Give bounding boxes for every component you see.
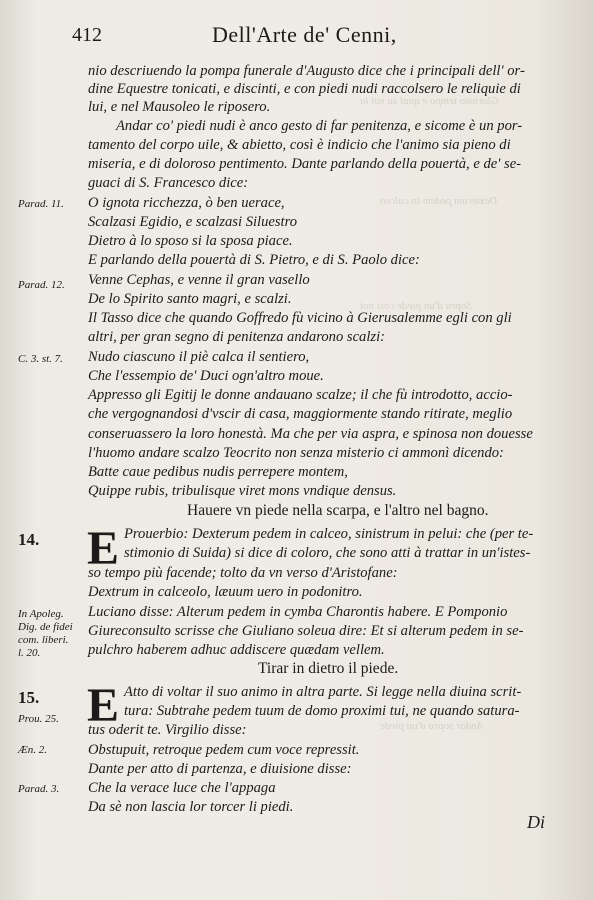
- verse-line: Dextrum in calceolo, læuum uero in podonitro.: [88, 584, 363, 600]
- text-line: Appresso gli Egitij le donne andauano scalze; il che fù introdotto, accio-: [88, 387, 513, 403]
- text-line: guaci di S. Francesco dice:: [88, 175, 249, 191]
- verse-line: Batte caue pedibus nudis perrepere montem,: [88, 464, 348, 480]
- text-line: altri, per gran segno di penitenza andarono scalzi:: [88, 329, 385, 345]
- text-line: conseruassero la loro honestà. Ma che per via aspra, e spinosa non douesse: [88, 426, 533, 442]
- catchword: Di: [527, 812, 545, 832]
- text-line: Giureconsulto scrisse che Giuliano soleua dire: Et si alterum pedem in se-: [88, 623, 524, 639]
- margin-note: Prou. 25.: [18, 713, 59, 725]
- text-line: dine Equestre tonicati, e discinti, e con piedi nudi raccolsero le reliquie di: [88, 81, 521, 97]
- margin-note: Parad. 12.: [18, 279, 65, 291]
- text-line: tus oderit te. Virgilio disse:: [88, 722, 247, 738]
- margin-note: Æn. 2.: [18, 744, 48, 756]
- margin-note: Parad. 3.: [18, 783, 60, 795]
- verse-line: Dietro à lo sposo si la sposa piace.: [88, 233, 293, 249]
- text-line: miseria, e di doloroso pentimento. Dante parlando della pouertà, e de' se-: [88, 156, 522, 172]
- show-through: Dexterum pedem in calceo: [380, 195, 498, 207]
- show-through: Sopra d'un piede cosi noi: [360, 300, 472, 312]
- text-line: tura: Subtrahe pedem tuum de domo proximi tui, ne quando satura-: [124, 703, 520, 719]
- verse-line: Che l'essempio de' Duci ogn'altro moue.: [88, 368, 324, 384]
- verse-line: Obstupuit, retroque pedem cum voce repressit.: [88, 742, 360, 758]
- margin-note: In Apoleg.: [18, 608, 64, 620]
- show-through: Glorioso tempo e qual su voi la: [360, 95, 499, 107]
- verse-line: Venne Cephas, e venne il gran vasello: [88, 272, 310, 288]
- margin-note: Parad. 11.: [18, 198, 64, 210]
- text-line: nio descriuendo la pompa funerale d'Augusto dice che i principali dell' or-: [88, 63, 525, 79]
- text-line: so tempo più facende; tolto da vn verso d'Aristofane:: [88, 565, 398, 581]
- margin-note: com. liberi.: [18, 634, 69, 646]
- drop-cap: E: [87, 522, 120, 575]
- text-line: lui, e nel Mausoleo le riposero.: [88, 99, 271, 115]
- verse-line: Nudo ciascuno il piè calca il sentiero,: [88, 349, 310, 365]
- text-line: l'huomo andare scalzo Teocrito non senza misterio ci ammonì dicendo:: [88, 445, 504, 461]
- section-heading: Tirar in dietro il piede.: [258, 660, 399, 677]
- verse-line: Da sè non lascia lor torcer li piedi.: [88, 799, 294, 815]
- section-number: 15.: [18, 688, 40, 707]
- text-line: tamento del corpo uile, & abietto, così è indicio che l'animo sia pieno di: [88, 137, 511, 153]
- text-line: che vergognandosi d'vscir di casa, maggiormente stando ritirate, meglio: [88, 406, 513, 422]
- text-line: pulchro haberem adhuc addiscere quædam vellem.: [88, 642, 385, 658]
- drop-cap: E: [87, 679, 120, 732]
- page-number: 412: [72, 24, 102, 46]
- verse-line: O ignota ricchezza, ò ben uerace,: [88, 195, 285, 211]
- text-line: stimonio di Suida) si dice di coloro, che sono atti à trattar in un'istes-: [124, 545, 531, 561]
- section-heading: Hauere vn piede nella scarpa, e l'altro nel bagno.: [187, 502, 489, 519]
- text-line: Andar co' piedi nudi è anco gesto di far penitenza, e sicome è un por-: [116, 118, 523, 134]
- margin-note: Dig. de fidei: [18, 621, 73, 633]
- text-line: Atto di voltar il suo animo in altra parte. Si legge nella diuina scrit-: [124, 684, 522, 700]
- text-line: Il Tasso dice che quando Goffredo fù vicino à Gierusalemme egli con gli: [88, 310, 512, 326]
- verse-line: De lo Spirito santo magri, e scalzi.: [88, 291, 292, 307]
- text-line: E parlando della pouertà di S. Pietro, e di S. Paolo dice:: [88, 252, 420, 268]
- verse-line: Quippe rubis, tribulisque viret mons vndique densus.: [88, 483, 397, 499]
- margin-note: C. 3. st. 7.: [18, 353, 63, 365]
- verse-line: Scalzasi Egidio, e scalzasi Siluestro: [88, 214, 298, 230]
- text-line: Luciano disse: Alterum pedem in cymba Charontis habere. E Pomponio: [88, 604, 508, 620]
- show-through: Andar sopra d'un piede: [380, 720, 484, 732]
- section-number: 14.: [18, 530, 40, 549]
- margin-note: l. 20.: [18, 647, 41, 659]
- running-title: Dell'Arte de' Cenni,: [212, 22, 397, 47]
- text-line: Dante per atto di partenza, e diuisione disse:: [88, 761, 352, 777]
- verse-line: Che la verace luce che l'appaga: [88, 780, 276, 796]
- text-line: Prouerbio: Dexterum pedem in calceo, sinistrum in pelui: che (per te-: [124, 526, 534, 542]
